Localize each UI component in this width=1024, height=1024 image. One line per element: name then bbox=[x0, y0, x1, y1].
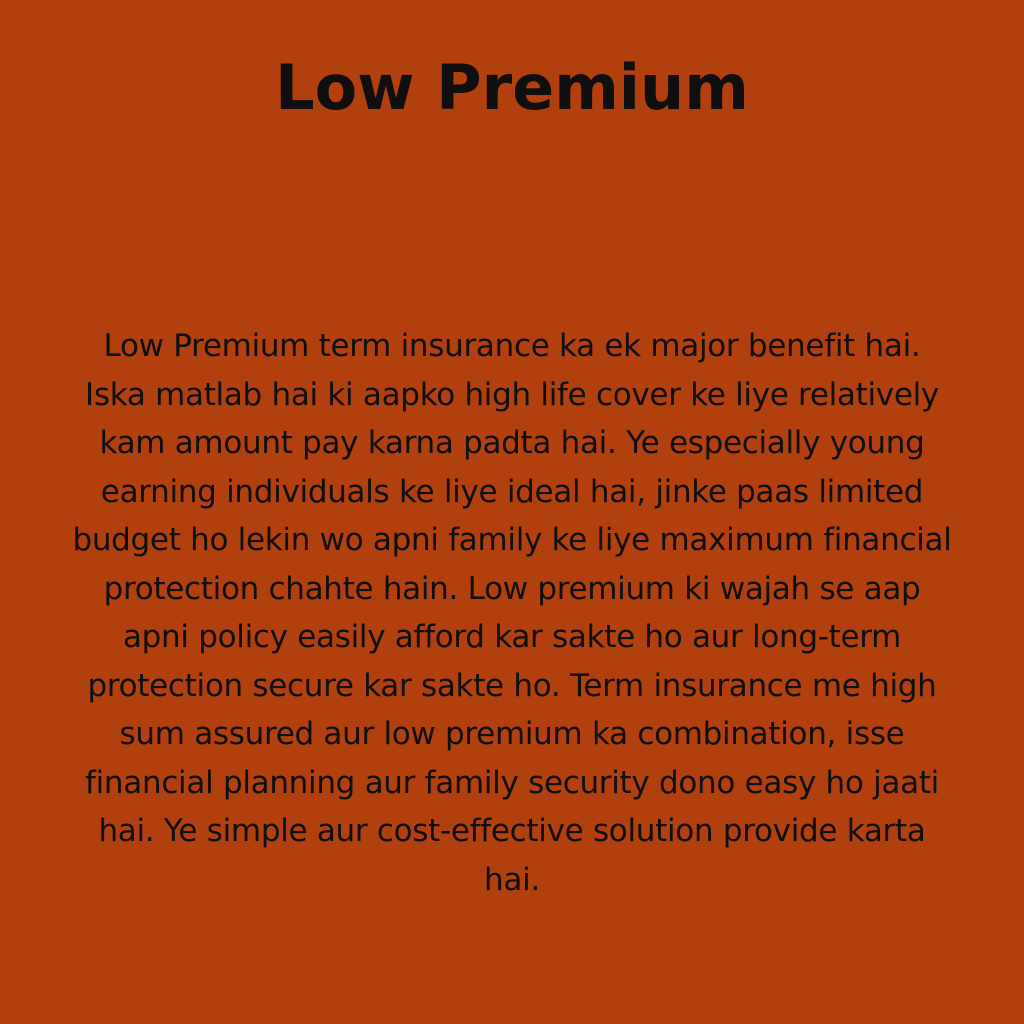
body-line: hai. Ye simple aur cost-effective solution provide karta bbox=[98, 813, 926, 849]
body-line: sum assured aur low premium ka combination, isse bbox=[119, 716, 905, 752]
body-line: earning individuals ke liye ideal hai, jinke paas limited bbox=[100, 473, 924, 510]
slide-title: Low Premium bbox=[275, 51, 749, 124]
body-paragraph bbox=[32, 322, 992, 904]
body-line: protection chahte hain. Low premium ki wajah se aap bbox=[103, 570, 921, 607]
body-line: apni policy easily afford kar sakte ho aur long-term bbox=[122, 619, 902, 655]
body-line: financial planning aur family security dono easy ho jaati bbox=[85, 764, 939, 801]
body-line: budget ho lekin wo apni family ke liye maximum financial bbox=[72, 522, 952, 558]
body-line: Iska matlab hai ki aapko high life cover ke liye relatively bbox=[85, 376, 939, 413]
body-line: hai. bbox=[484, 861, 540, 898]
body-line: kam amount pay karna padta hai. Ye especially young bbox=[99, 425, 925, 461]
body-line: Low Premium term insurance ka ek major benefit hai. bbox=[103, 328, 921, 364]
body-line: protection secure kar sakte ho. Term insurance me high bbox=[87, 667, 937, 704]
